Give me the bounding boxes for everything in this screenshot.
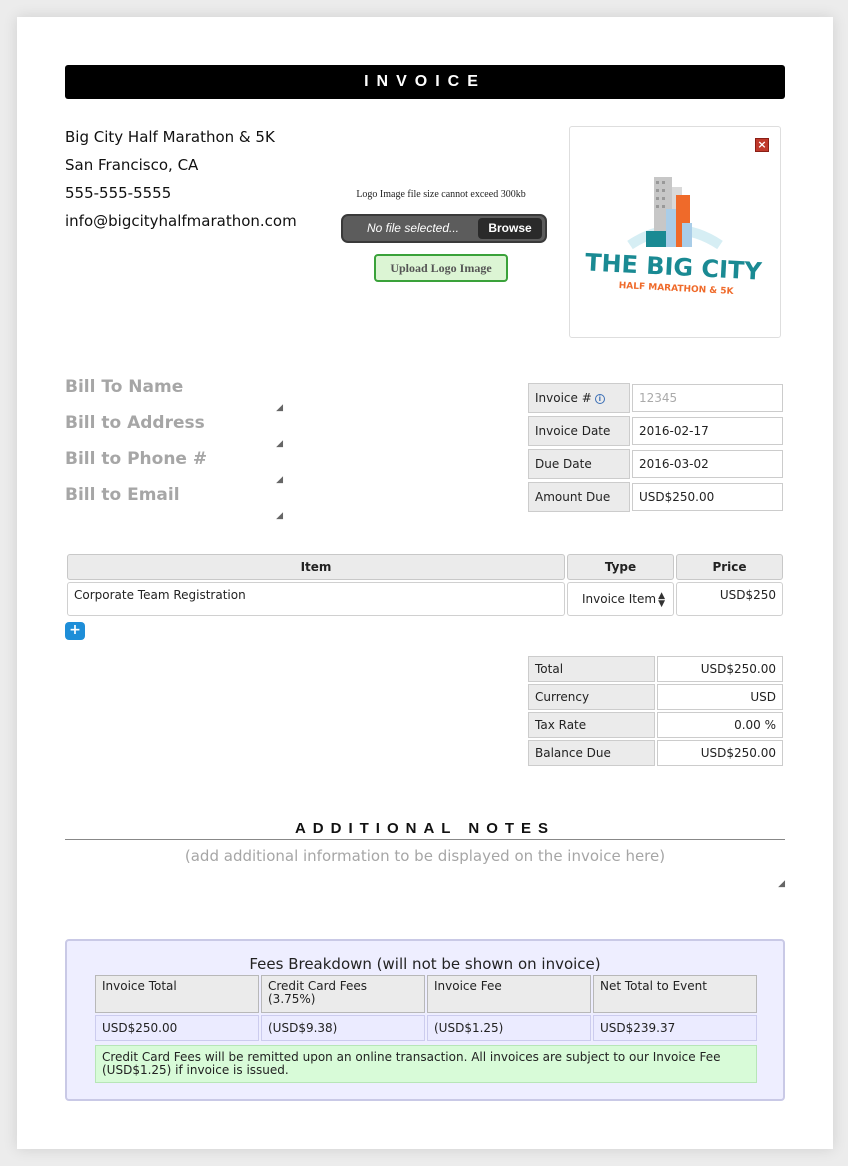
add-row-button[interactable]: + xyxy=(65,622,85,640)
fee-header-invoice-total: Invoice Total xyxy=(95,975,259,1013)
bill-to-phone-placeholder: Bill to Phone # xyxy=(65,449,208,469)
invoice-date-input[interactable]: 2016-02-17 xyxy=(632,417,783,445)
fees-note: Credit Card Fees will be remitted upon an online transaction. All invoices are subject to our Invoice Fee (USD$1.25) if invoice is issued. xyxy=(95,1045,757,1083)
select-arrows-icon: ▲ ▼ xyxy=(658,591,665,609)
invoice-number-label: Invoice # i xyxy=(528,383,630,413)
item-type-value: Invoice Item xyxy=(582,592,657,606)
fees-breakdown xyxy=(65,939,785,1101)
resize-grip-icon[interactable]: ◢ xyxy=(276,439,283,449)
balance-due-label: Balance Due xyxy=(528,740,655,766)
bill-to-phone-field[interactable] xyxy=(65,449,283,485)
fee-value-net-total: USD$239.37 xyxy=(593,1015,757,1041)
resize-grip-icon[interactable]: ◢ xyxy=(276,475,283,485)
resize-grip-icon[interactable]: ◢ xyxy=(778,879,785,889)
close-icon[interactable]: × xyxy=(755,138,769,152)
logo-size-note: Logo Image file size cannot exceed 300kb xyxy=(356,189,526,200)
fee-value-invoice-fee: (USD$1.25) xyxy=(427,1015,591,1041)
additional-notes-title: ADDITIONAL NOTES xyxy=(294,820,556,837)
company-phone: 555-555-5555 xyxy=(65,184,172,202)
invoice-sheet xyxy=(17,17,833,1149)
notes-placeholder: (add additional information to be displayed on the invoice here) xyxy=(184,847,666,865)
item-description-input[interactable]: Corporate Team Registration xyxy=(67,582,565,616)
browse-button[interactable]: Browse xyxy=(478,218,542,239)
info-icon[interactable]: i xyxy=(595,394,605,404)
bill-to-name-placeholder: Bill To Name xyxy=(65,377,184,397)
bill-to-address-field[interactable] xyxy=(65,413,283,449)
bill-to-address-placeholder: Bill to Address xyxy=(65,413,205,433)
bill-to-email-field[interactable] xyxy=(65,485,283,521)
resize-grip-icon[interactable]: ◢ xyxy=(276,511,283,521)
divider xyxy=(65,839,785,840)
price-column-header: Price xyxy=(676,554,783,580)
bill-to-name-field[interactable] xyxy=(65,377,283,413)
fee-header-invoice-fee: Invoice Fee xyxy=(427,975,591,1013)
fee-header-net-total: Net Total to Event xyxy=(593,975,757,1013)
company-name: Big City Half Marathon & 5K xyxy=(65,128,275,146)
logo-preview xyxy=(569,126,781,338)
upload-logo-button[interactable]: Upload Logo Image xyxy=(374,254,508,282)
total-value: USD$250.00 xyxy=(657,656,783,682)
resize-grip-icon[interactable]: ◢ xyxy=(276,403,283,413)
item-column-header: Item xyxy=(67,554,565,580)
company-city: San Francisco, CA xyxy=(65,156,199,174)
currency-label: Currency xyxy=(528,684,655,710)
tax-rate-value[interactable]: 0.00 % xyxy=(657,712,783,738)
due-date-label: Due Date xyxy=(528,449,630,479)
type-column-header: Type xyxy=(567,554,674,580)
amount-due-value: USD$250.00 xyxy=(632,483,783,511)
fee-header-credit-card: Credit Card Fees (3.75%) xyxy=(261,975,425,1013)
company-info xyxy=(65,123,345,235)
invoice-date-label: Invoice Date xyxy=(528,416,630,446)
logo-title: THE BIG CITY xyxy=(584,248,763,286)
fee-value-credit-card: (USD$9.38) xyxy=(261,1015,425,1041)
due-date-input[interactable]: 2016-03-02 xyxy=(632,450,783,478)
item-type-select[interactable] xyxy=(567,582,674,616)
file-status: No file selected... xyxy=(366,221,460,235)
file-input[interactable] xyxy=(341,214,547,243)
total-label: Total xyxy=(528,656,655,682)
bill-to-email-placeholder: Bill to Email xyxy=(65,485,180,505)
item-price-input[interactable]: USD$250 xyxy=(676,582,783,616)
balance-due-value: USD$250.00 xyxy=(657,740,783,766)
logo-subtitle: HALF MARATHON & 5K xyxy=(618,281,734,298)
invoice-title: INVOICE xyxy=(65,65,785,99)
company-email: info@bigcityhalfmarathon.com xyxy=(65,212,297,230)
fees-title: Fees Breakdown (will not be shown on invoice) xyxy=(249,955,601,973)
currency-value[interactable]: USD xyxy=(657,684,783,710)
tax-rate-label: Tax Rate xyxy=(528,712,655,738)
additional-notes-input[interactable] xyxy=(65,847,785,889)
fee-value-invoice-total: USD$250.00 xyxy=(95,1015,259,1041)
event-logo xyxy=(570,127,782,339)
amount-due-label: Amount Due xyxy=(528,482,630,512)
invoice-number-input[interactable]: 12345 xyxy=(632,384,783,412)
